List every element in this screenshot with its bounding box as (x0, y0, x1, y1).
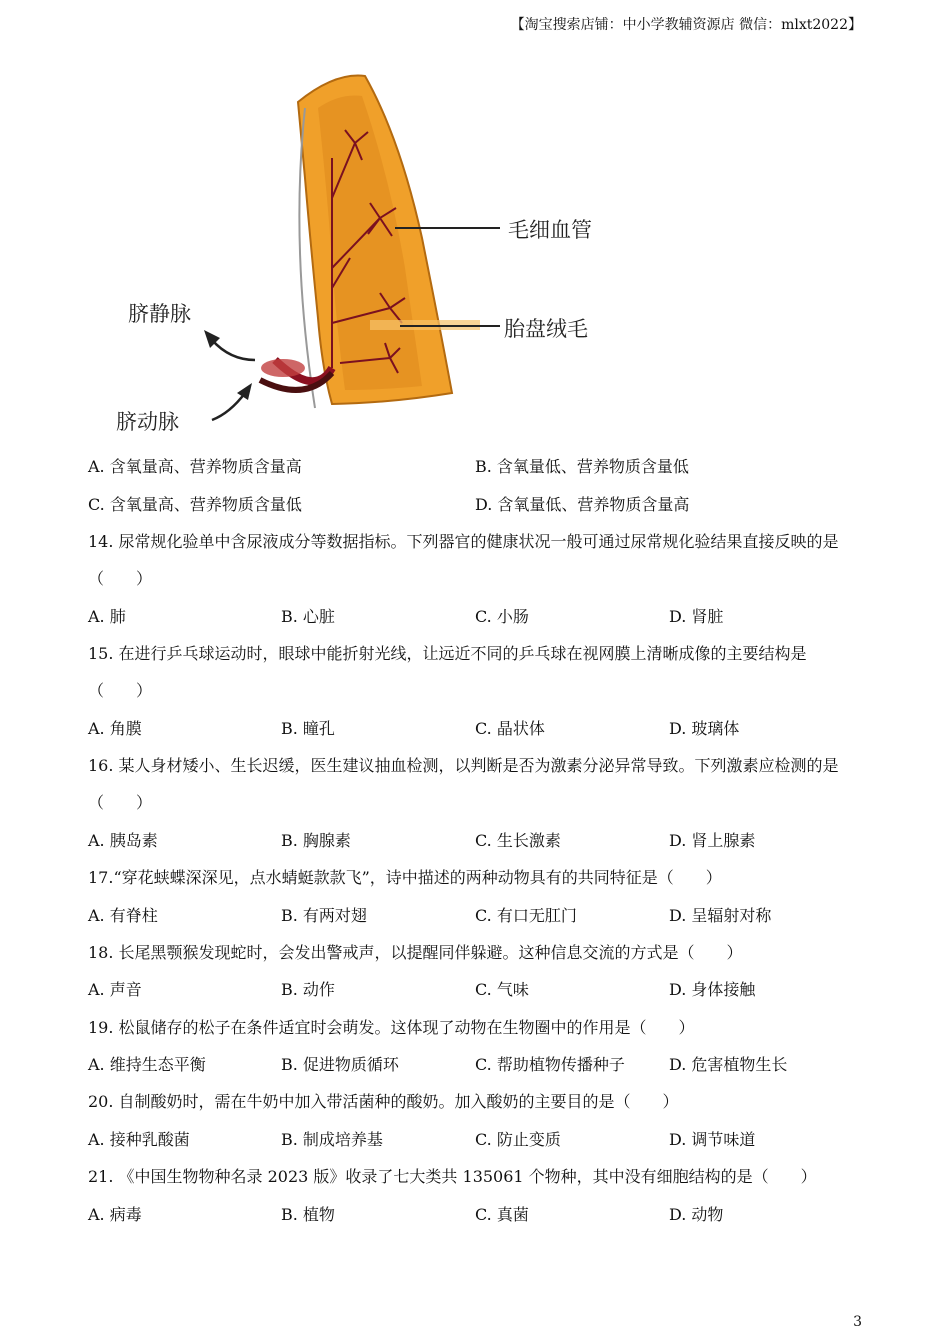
placenta-illustration (100, 68, 620, 443)
q20-option-c: C. 防止变质 (475, 1130, 561, 1149)
label-capillary: 毛细血管 (508, 218, 592, 242)
q21-option-c: C. 真菌 (475, 1205, 529, 1224)
q14-answer-paren: （ ） (88, 569, 153, 588)
q18-option-b: B. 动作 (281, 980, 335, 999)
q21-stem: 21. 《中国生物物种名录 2023 版》收录了七大类共 135061 个物种，其中没有细胞结构的是（ ） (88, 1167, 817, 1186)
label-umbilical-vein: 脐静脉 (128, 302, 191, 326)
page-number: 3 (853, 1314, 862, 1330)
label-umbilical-artery: 脐动脉 (116, 410, 179, 434)
q21-option-d: D. 动物 (669, 1205, 724, 1224)
q15-option-b: B. 瞳孔 (281, 719, 335, 738)
q20-option-b: B. 制成培养基 (281, 1130, 383, 1149)
q21-option-b: B. 植物 (281, 1205, 335, 1224)
q20-stem: 20. 自制酸奶时，需在牛奶中加入带活菌种的酸奶。加入酸奶的主要目的是（ ） (88, 1092, 679, 1111)
q16-option-a: A. 胰岛素 (88, 831, 158, 850)
q19-option-b: B. 促进物质循环 (281, 1055, 399, 1074)
q17-option-b: B. 有两对翅 (281, 906, 367, 925)
q14-option-c: C. 小肠 (475, 607, 529, 626)
q21-option-a: A. 病毒 (88, 1205, 142, 1224)
q20-option-d: D. 调节味道 (669, 1130, 756, 1149)
q14-option-a: A. 肺 (88, 607, 126, 626)
q14-option-d: D. 肾脏 (669, 607, 724, 626)
q18-stem: 18. 长尾黑颚猴发现蛇时，会发出警戒声，以提醒同伴躲避。这种信息交流的方式是（ ） (88, 943, 743, 962)
placenta-diagram (100, 68, 620, 443)
q20-option-a: A. 接种乳酸菌 (88, 1130, 190, 1149)
q16-option-b: B. 胸腺素 (281, 831, 351, 850)
q16-stem: 16. 某人身材矮小、生长迟缓，医生建议抽血检测，以判断是否为激素分泌异常导致。下列激素应检测的是 (88, 756, 839, 775)
page-header: 【淘宝搜索店铺：中小学教辅资源店 微信：mlxt2022】 (510, 17, 862, 33)
q13-option-c: C. 含氧量高、营养物质含量低 (88, 495, 302, 514)
q14-stem: 14. 尿常规化验单中含尿液成分等数据指标。下列器官的健康状况一般可通过尿常规化验结果直接反映的是 (88, 532, 839, 551)
q16-option-d: D. 肾上腺素 (669, 831, 756, 850)
q18-option-d: D. 身体接触 (669, 980, 756, 999)
q14-option-b: B. 心脏 (281, 607, 335, 626)
q17-option-d: D. 呈辐射对称 (669, 906, 772, 925)
q13-option-d: D. 含氧量低、营养物质含量高 (475, 495, 690, 514)
q19-stem: 19. 松鼠储存的松子在条件适宜时会萌发。这体现了动物在生物圈中的作用是（ ） (88, 1018, 695, 1037)
q18-option-a: A. 声音 (88, 980, 142, 999)
label-placental-villi: 胎盘绒毛 (504, 317, 588, 341)
q13-option-a: A. 含氧量高、营养物质含量高 (88, 457, 302, 476)
q19-option-c: C. 帮助植物传播种子 (475, 1055, 625, 1074)
q18-option-c: C. 气味 (475, 980, 529, 999)
q15-option-d: D. 玻璃体 (669, 719, 740, 738)
q15-option-c: C. 晶状体 (475, 719, 545, 738)
q13-option-b: B. 含氧量低、营养物质含量低 (475, 457, 689, 476)
q17-option-a: A. 有脊柱 (88, 906, 158, 925)
q15-answer-paren: （ ） (88, 681, 153, 700)
q17-stem: 17.“穿花蛱蝶深深见，点水蜻蜓款款飞”，诗中描述的两种动物具有的共同特征是（ ） (88, 868, 722, 887)
q19-option-a: A. 维持生态平衡 (88, 1055, 206, 1074)
q16-option-c: C. 生长激素 (475, 831, 561, 850)
q15-option-a: A. 角膜 (88, 719, 142, 738)
q19-option-d: D. 危害植物生长 (669, 1055, 788, 1074)
q15-stem: 15. 在进行乒乓球运动时，眼球中能折射光线，让远近不同的乒乓球在视网膜上清晰成像的主要结构是 (88, 644, 807, 663)
q17-option-c: C. 有口无肛门 (475, 906, 577, 925)
q16-answer-paren: （ ） (88, 793, 153, 812)
